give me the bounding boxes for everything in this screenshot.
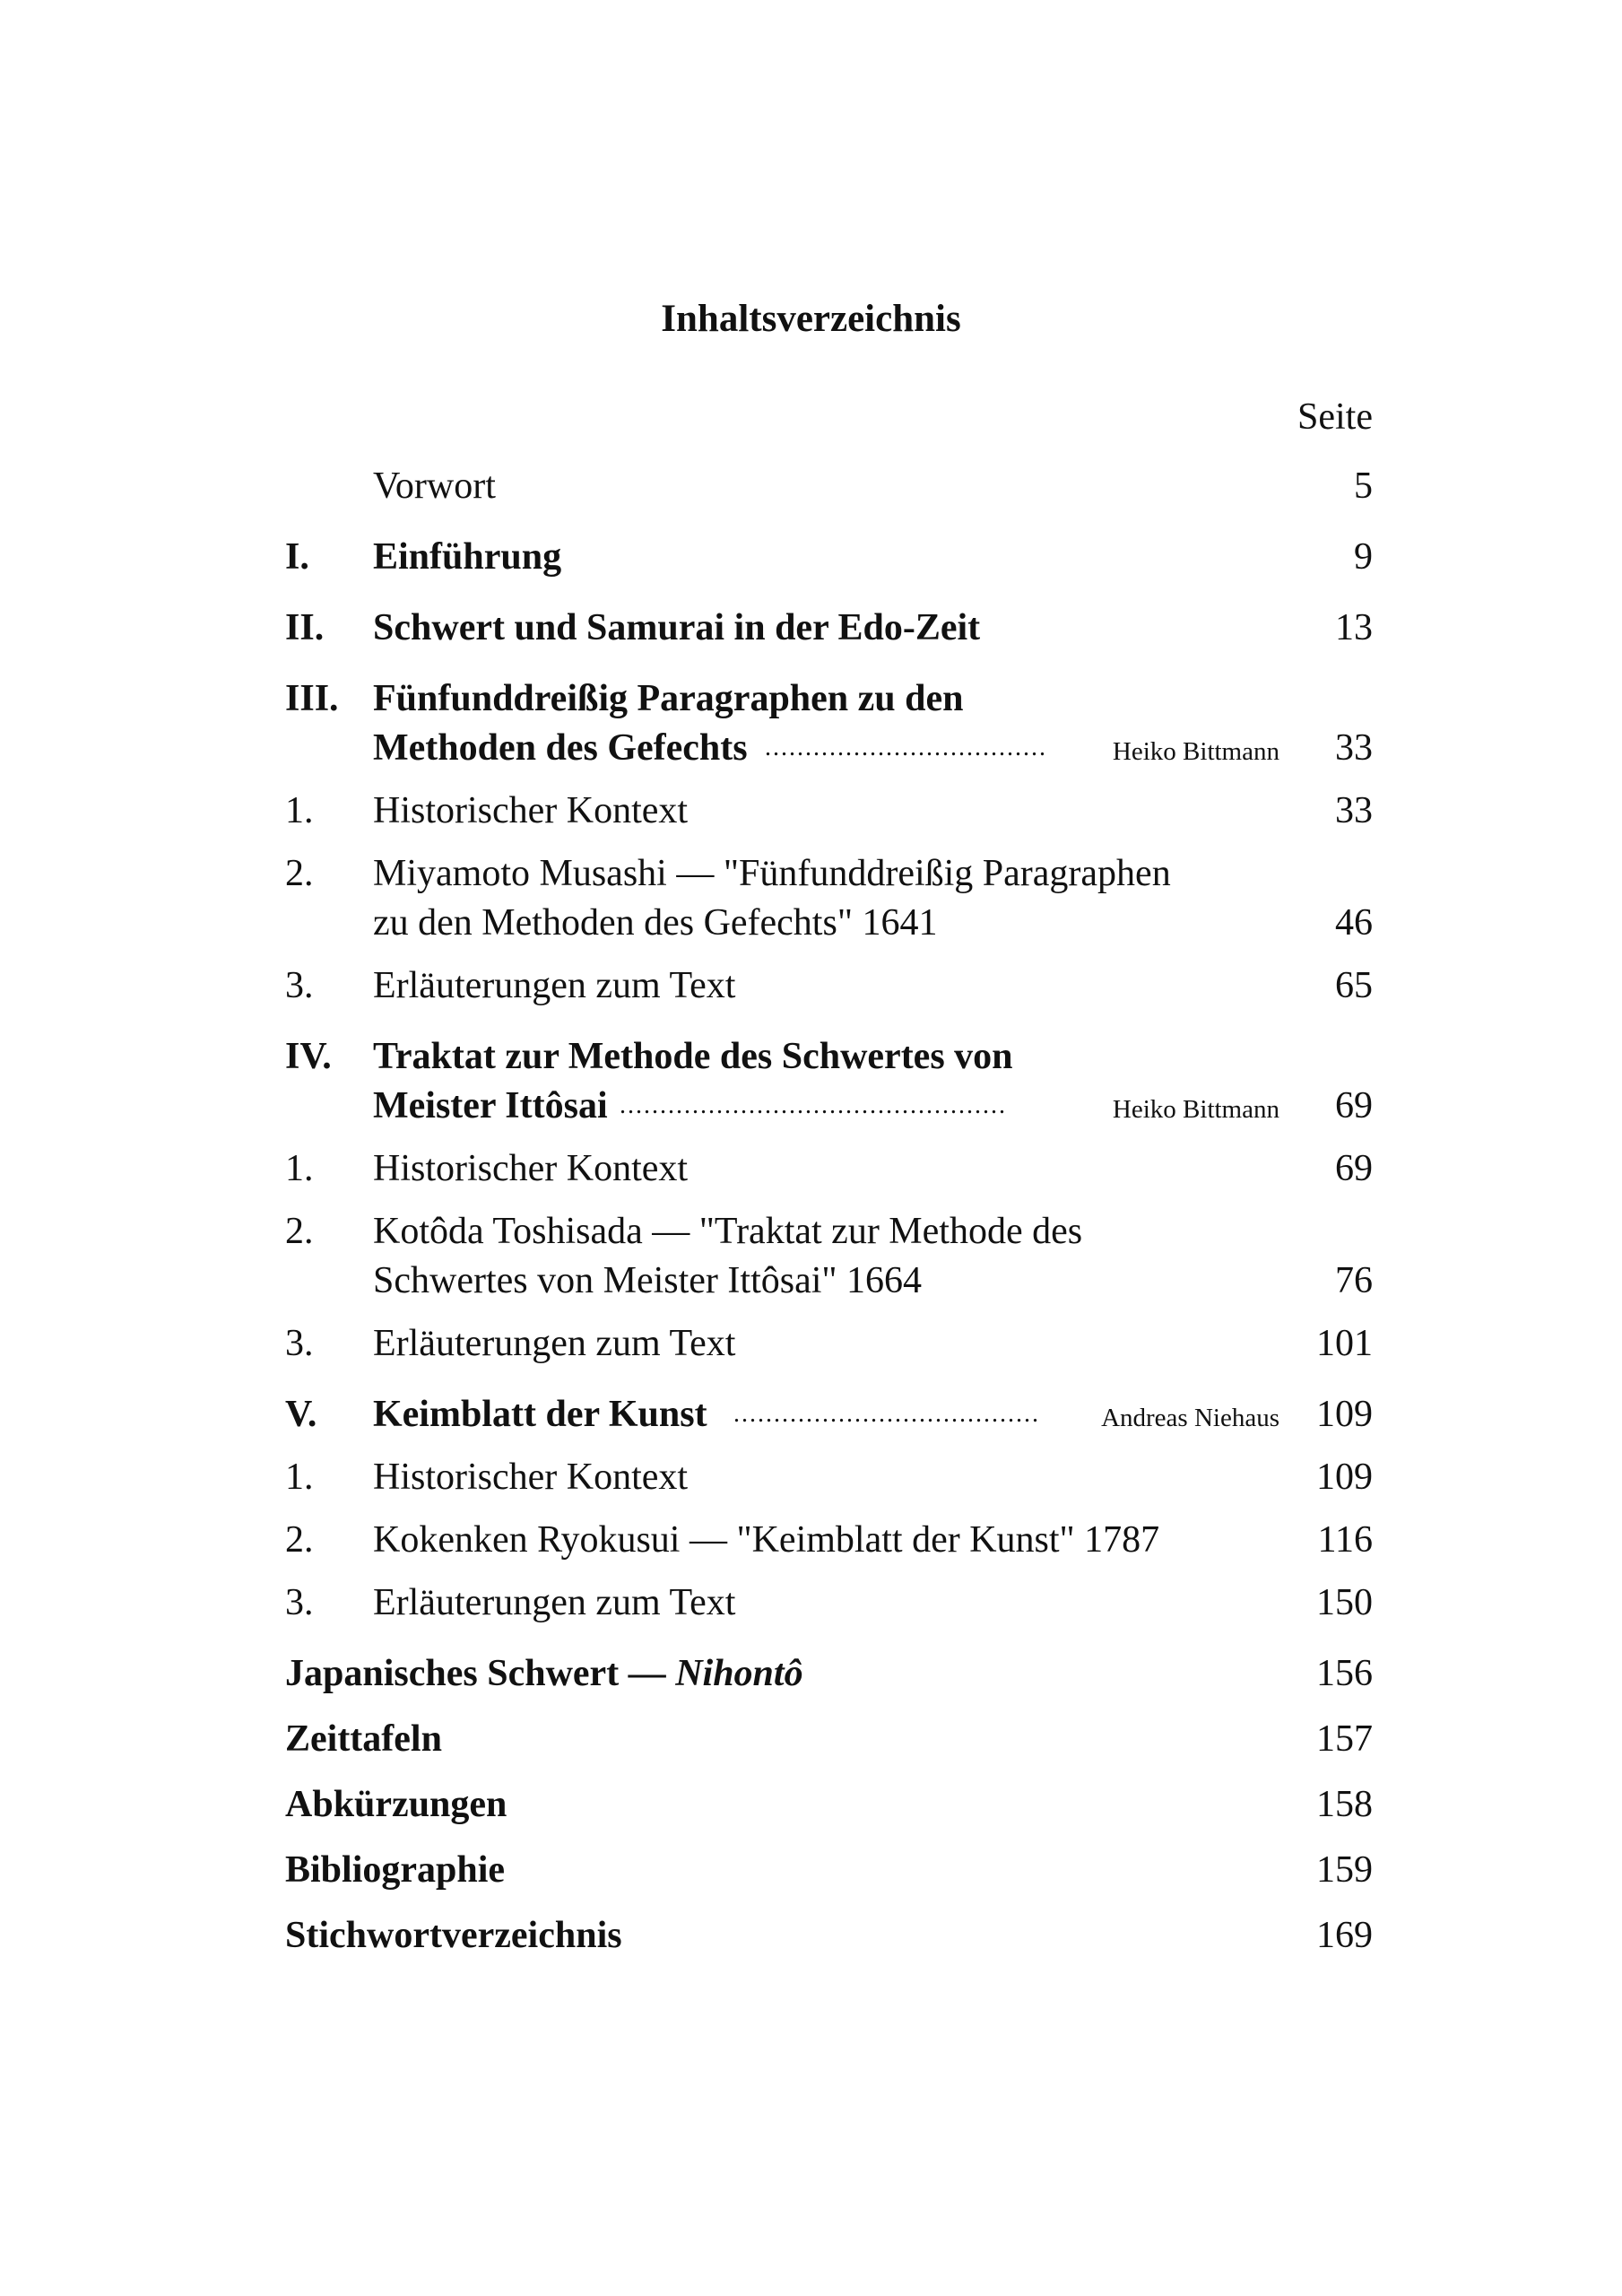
entry-title-line-2: Methoden des Gefechts (373, 727, 748, 769)
toc-entry-chapter-4[interactable] (285, 1031, 1373, 1082)
entry-page: 150 (1316, 1582, 1373, 1623)
section-number: 1. (285, 790, 314, 831)
entry-author: Heiko Bittmann (1112, 1095, 1279, 1124)
toc-entry-5-3[interactable] (285, 1578, 1373, 1628)
entry-title: Erläuterungen zum Text (373, 1582, 736, 1623)
entry-page: 5 (1354, 465, 1373, 507)
toc-entry-4-3[interactable] (285, 1318, 1373, 1369)
entry-title: Historischer Kontext (373, 1457, 689, 1498)
entry-title: Zeittafeln (285, 1718, 442, 1760)
entry-title: Keimblatt der Kunst (373, 1394, 707, 1435)
entry-title-line-2: Meister Ittôsai (373, 1085, 608, 1126)
chapter-number: V. (285, 1394, 317, 1435)
section-number: 3. (285, 1323, 314, 1364)
chapter-number: II. (285, 607, 325, 648)
entry-page: 13 (1335, 607, 1373, 648)
toc-entry-3-2[interactable] (285, 848, 1373, 899)
entry-title: Stichwortverzeichnis (285, 1915, 622, 1956)
chapter-number: I. (285, 536, 309, 578)
section-number: 3. (285, 965, 314, 1006)
dot-leader: ...................................... (733, 1400, 1040, 1428)
entry-title-line-1: Traktat zur Methode des Schwertes von (373, 1036, 1013, 1077)
page-title: Inhaltsverzeichnis (661, 298, 961, 340)
toc-entry-zeittafeln[interactable] (285, 1714, 1373, 1764)
entry-page: 158 (1316, 1784, 1373, 1825)
entry-title: Abkürzungen (285, 1784, 507, 1825)
entry-page: 101 (1316, 1323, 1373, 1364)
toc-entry-vorwort[interactable] (285, 461, 1373, 511)
toc-entry-chapter-3[interactable] (285, 674, 1373, 724)
entry-page: 156 (1316, 1653, 1373, 1694)
entry-title: Einführung (373, 536, 562, 578)
entry-title-line-2: Schwertes von Meister Ittôsai" 1664 (373, 1260, 923, 1301)
entry-title (285, 1648, 803, 1699)
page-column-label: Seite (1297, 396, 1373, 438)
entry-title: Erläuterungen zum Text (373, 1323, 736, 1364)
entry-page: 109 (1316, 1394, 1373, 1435)
chapter-number: III. (285, 678, 339, 719)
entry-title-line-1: Kotôda Toshisada — "Traktat zur Methode des (373, 1211, 1083, 1252)
toc-entry-3-2-continued[interactable] (285, 898, 1373, 948)
entry-title: Kokenken Ryokusui — "Keimblatt der Kunst" 1787 (373, 1519, 1160, 1561)
toc-entry-abkuerzungen[interactable] (285, 1779, 1373, 1830)
entry-page: 65 (1335, 965, 1373, 1006)
entry-page: 33 (1335, 790, 1373, 831)
entry-title-line-1: Fünfunddreißig Paragraphen zu den (373, 678, 964, 719)
toc-entry-5-2[interactable] (285, 1515, 1373, 1565)
section-number: 2. (285, 1519, 314, 1561)
entry-page: 169 (1316, 1915, 1373, 1956)
toc-entry-chapter-3-continued[interactable] (285, 723, 1373, 773)
section-number: 2. (285, 853, 314, 894)
entry-page: 116 (1317, 1519, 1373, 1561)
entry-page: 109 (1316, 1457, 1373, 1498)
entry-page: 69 (1335, 1085, 1373, 1126)
toc-entry-bibliographie[interactable] (285, 1845, 1373, 1895)
section-number: 1. (285, 1457, 314, 1498)
section-number: 1. (285, 1148, 314, 1189)
dot-leader: ................................... (765, 734, 1047, 761)
entry-title: Erläuterungen zum Text (373, 965, 736, 1006)
toc-entry-chapter-2[interactable] (285, 603, 1373, 653)
entry-title: Bibliographie (285, 1849, 506, 1891)
entry-page: 76 (1335, 1260, 1373, 1301)
entry-page: 33 (1335, 727, 1373, 769)
entry-page: 9 (1354, 536, 1373, 578)
entry-author: Heiko Bittmann (1112, 737, 1279, 766)
toc-entry-chapter-5[interactable] (285, 1389, 1373, 1439)
entry-page: 46 (1335, 902, 1373, 944)
toc-entry-japanisches-schwert[interactable] (285, 1648, 1373, 1699)
section-number: 2. (285, 1211, 314, 1252)
entry-page: 157 (1316, 1718, 1373, 1760)
toc-entry-chapter-1[interactable] (285, 532, 1373, 582)
toc-entry-4-2[interactable] (285, 1206, 1373, 1257)
entry-author: Andreas Niehaus (1101, 1404, 1279, 1432)
chapter-number: IV. (285, 1036, 332, 1077)
entry-title: Historischer Kontext (373, 1148, 689, 1189)
section-number: 3. (285, 1582, 314, 1623)
toc-entry-4-2-continued[interactable] (285, 1256, 1373, 1306)
dot-leader: ................................................ (620, 1091, 1007, 1119)
toc-entry-stichwortverzeichnis[interactable] (285, 1910, 1373, 1961)
entry-title: Schwert und Samurai in der Edo-Zeit (373, 607, 981, 648)
toc-entry-3-3[interactable] (285, 961, 1373, 1011)
toc-entry-3-1[interactable] (285, 786, 1373, 836)
entry-title-prefix: Japanisches Schwert — (285, 1653, 676, 1694)
entry-title: Historischer Kontext (373, 790, 689, 831)
entry-title-line-2: zu den Methoden des Gefechts" 1641 (373, 902, 938, 944)
toc-entry-chapter-4-continued[interactable] (285, 1081, 1373, 1131)
entry-page: 159 (1316, 1849, 1373, 1891)
toc-entry-5-1[interactable] (285, 1452, 1373, 1502)
toc-entry-4-1[interactable] (285, 1144, 1373, 1194)
entry-title-italic: Nihontô (675, 1653, 803, 1694)
entry-page: 69 (1335, 1148, 1373, 1189)
entry-title-line-1: Miyamoto Musashi — "Fünfunddreißig Paragraphen (373, 853, 1171, 894)
entry-title: Vorwort (373, 465, 496, 507)
